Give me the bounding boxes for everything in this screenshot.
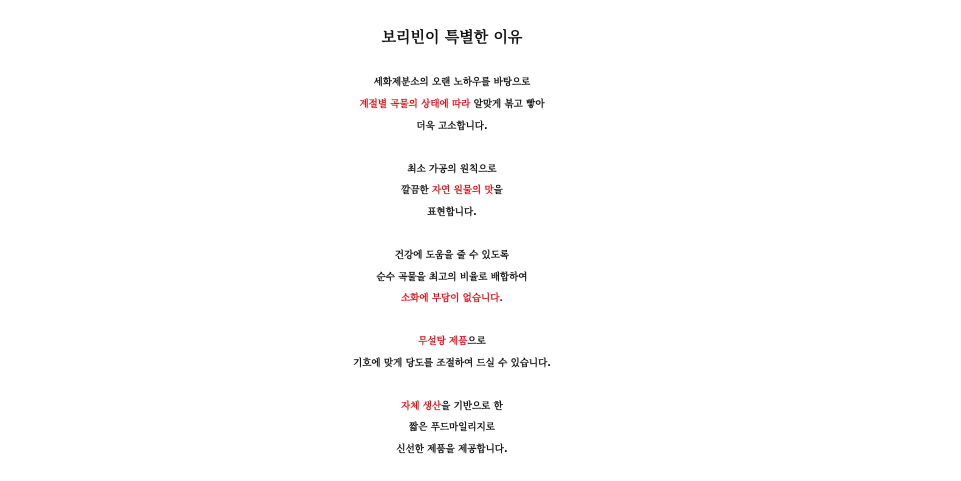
line-text: 을: [493, 185, 503, 196]
text-line: [0, 271, 904, 285]
line-text: 깔끔한: [401, 185, 432, 196]
line-text: 더욱 고소합니다.: [416, 121, 488, 132]
page-title: 보리빈이 특별한 이유: [381, 28, 523, 46]
line-text: 최소 가공의 원칙으로: [407, 164, 497, 175]
text-line: [0, 357, 904, 371]
line-text: 세화제분소의 오랜 노하우를 바탕으로: [373, 77, 531, 88]
highlight-text: 소화에 부담이 없습니다.: [401, 293, 503, 304]
text-line: [0, 421, 904, 435]
highlight-text: 무설탕 제품: [418, 336, 468, 347]
line-text: 기호에 맞게 당도를 조절하여 드실 수 있습니다.: [353, 358, 551, 369]
highlight-text: 계절별 곡물의 상태에 따라: [359, 99, 471, 110]
text-line: [0, 163, 904, 177]
text-line: [0, 184, 904, 198]
line-text: 표현합니다.: [427, 207, 477, 218]
text-line: [0, 335, 904, 349]
line-text: 순수 곡물을 최고의 비율로 배합하여: [376, 272, 528, 283]
line-text: 으로: [467, 336, 486, 347]
line-text: 짧은 푸드마일리지로: [409, 422, 495, 433]
text-line: [0, 249, 904, 263]
text-line: [0, 443, 904, 457]
text-line: [0, 76, 904, 90]
highlight-text: 자연 원물의 맛: [431, 185, 494, 196]
text-line: [0, 292, 904, 306]
text-line: [0, 120, 904, 134]
text-line: [0, 98, 904, 112]
line-text: 신선한 제품을 제공합니다.: [396, 444, 508, 455]
line-text: 건강에 도움을 줄 수 있도록: [394, 250, 510, 261]
text-line: [0, 400, 904, 414]
line-text: 알맞게 볶고 빻아: [470, 99, 545, 110]
highlight-text: 자체 생산: [401, 401, 442, 412]
text-line: [0, 206, 904, 220]
line-text: 을 기반으로 한: [441, 401, 503, 412]
